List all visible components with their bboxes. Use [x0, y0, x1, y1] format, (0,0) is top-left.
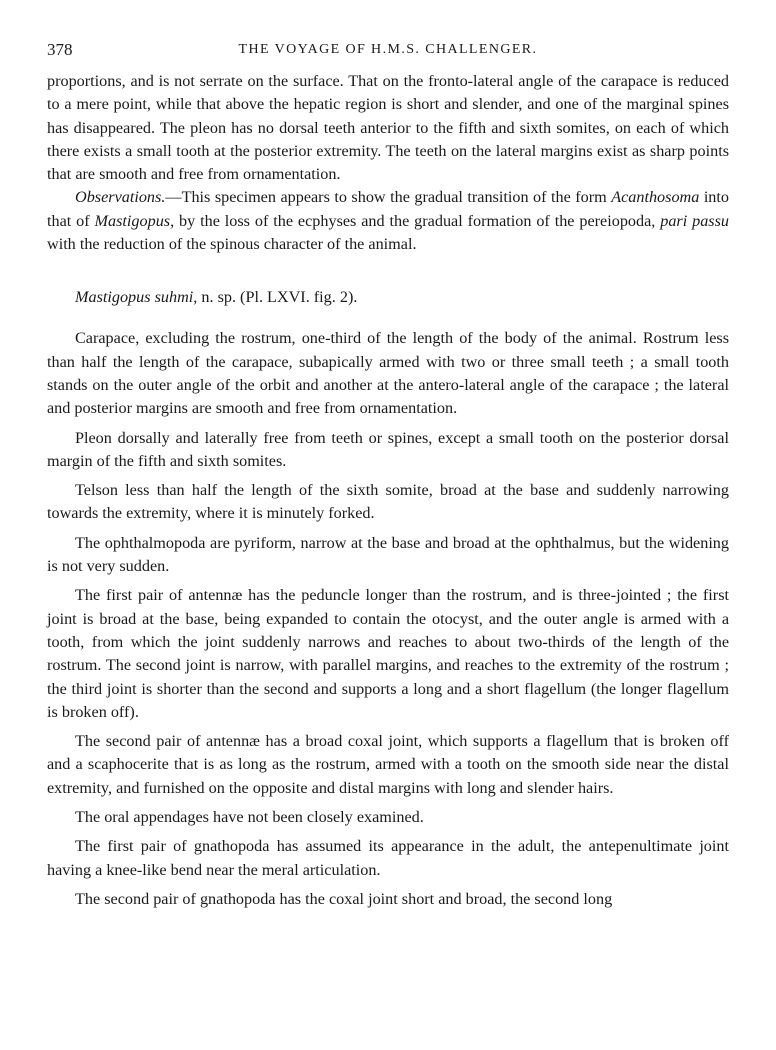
genus-acanthosoma: Acanthosoma [611, 188, 700, 207]
species-name: Mastigopus suhmi [75, 288, 194, 307]
paragraph-first-gnathopoda: The first pair of gnathopoda has assumed its appearance in the adult, the antepenultimate joint having a knee-like bend near the meral articulation. [47, 837, 729, 879]
paragraph-carapace: Carapace, excluding the rostrum, one-third of the length of the body of the animal. Rostrum less than half the length of the carapace, subapically armed with two or three small teeth ; a small tooth stands on the outer angle of the orbit and another at the antero-lateral angle of the carapace ; the lateral and posterior margins are smooth and free from ornamentation. [47, 329, 729, 418]
paragraph-pleon: Pleon dorsally and laterally free from teeth or spines, except a small tooth on the posterior dorsal margin of the fifth and sixth somites. [47, 428, 729, 470]
paragraph-oral-appendages: The oral appendages have not been closely examined. [75, 808, 424, 827]
running-head [47, 40, 729, 70]
page-number: 378 [47, 40, 73, 59]
genus-mastigopus: Mastigopus [94, 211, 171, 230]
latin-phrase: pari passu [660, 211, 729, 230]
page [47, 40, 729, 911]
continued-paragraph: proportions, and is not serrate on the surface. That on the fronto-lateral angle of the carapace is reduced to a mere point, while that above the hepatic region is short and slender, and one of the marginal spines has disappeared. The pleon has no dorsal teeth anterior to the fifth and sixth somites, on each of which there exists a small tooth at the posterior extremity. The teeth on the lateral margins exist as sharp points that are smooth and free from ornamentation. [47, 72, 729, 184]
observations-text-3: , by the loss of the ecphyses and the gradual formation of the pereiopoda, [170, 211, 661, 230]
observations-text-2: into that of [47, 188, 729, 230]
paragraph-telson: Telson less than half the length of the sixth somite, broad at the base and suddenly narrowing towards the extremity, where it is minutely forked. [47, 481, 729, 523]
observations-dash: — [165, 188, 182, 207]
running-title: THE VOYAGE OF H.M.S. CHALLENGER. [238, 42, 538, 57]
observations-label: Observations. [75, 188, 166, 207]
paragraph-second-gnathopoda: The second pair of gnathopoda has the coxal joint short and broad, the second long [75, 889, 613, 908]
species-reference: , n. sp. (Pl. LXVI. fig. 2). [193, 288, 358, 307]
observations-text-4: with the reduction of the spinous character of the animal. [47, 235, 417, 254]
paragraph-first-antennae: The first pair of antennæ has the peduncle longer than the rostrum, and is three-jointed ; the first joint is broad at the base, being expanded to contain the otocyst, and the outer angle is armed with a tooth, from which the joint suddenly narrows and reaches to about two-thirds of the length of the rostrum. The second joint is narrow, with parallel margins, and reaches to the extremity of the rostrum ; the third joint is shorter than the second and supports a long and a short flagellum (the longer flagellum is broken off). [47, 586, 729, 721]
observations-text-1: This specimen appears to show the gradual transition of the form [181, 188, 612, 207]
species-heading [47, 286, 729, 309]
observations-paragraph [47, 186, 729, 256]
paragraph-second-antennae: The second pair of antennæ has a broad coxal joint, which supports a flagellum that is broken off and a scaphocerite that is as long as the rostrum, armed with a tooth on the smooth side near the distal extremity, and furnished on the opposite and distal margins with long and slender hairs. [47, 732, 729, 797]
paragraph-ophthalmopoda: The ophthalmopoda are pyriform, narrow at the base and broad at the ophthalmus, but the widening is not very sudden. [47, 533, 729, 576]
